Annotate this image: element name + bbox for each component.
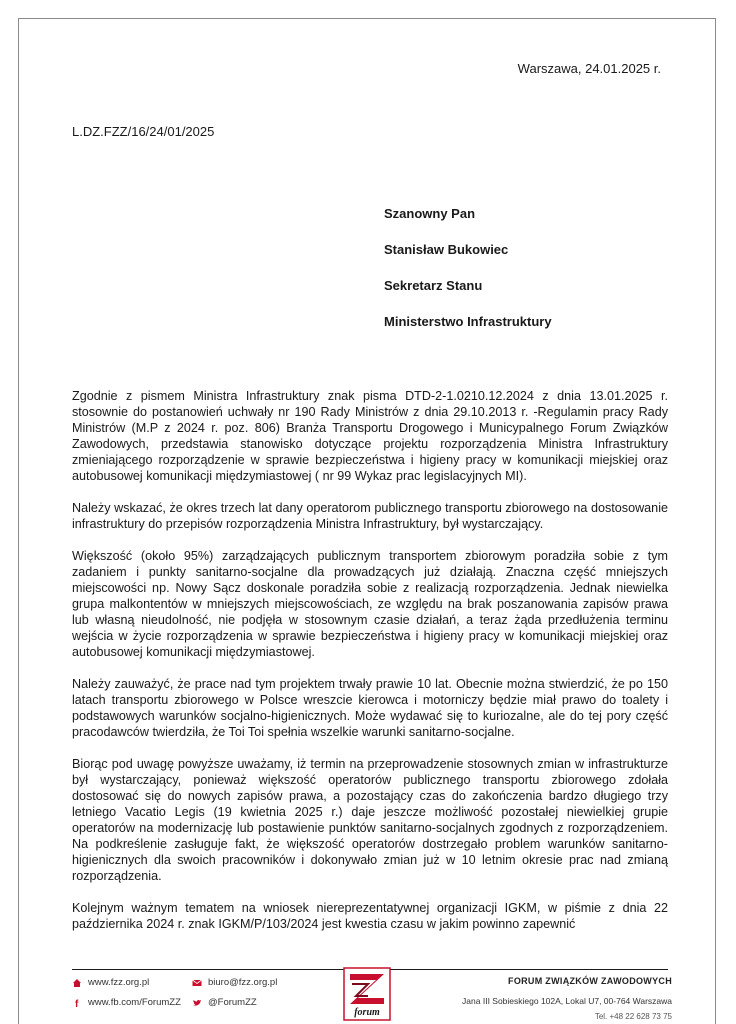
footer-twitter[interactable]	[192, 997, 257, 1008]
addressee-block	[384, 206, 552, 350]
svg-text:f: f	[75, 998, 79, 1008]
mail-icon	[192, 978, 202, 988]
paragraph-2: Należy wskazać, że okres trzech lat dany operatorom publicznego transportu zbiorowego na dostosowanie infrastruktury do przepisów rozporządzenia Ministra Infrastruktury, był wystarczający.	[72, 501, 668, 531]
paragraph-6: Kolejnym ważnym tematem na wniosek niereprezentatywnej organizacji IGKM, w piśmie z dnia 22 października 2024 r. znak IGKM/P/103/2024 jest kwestia czasu w jakim powinno zapewnić	[72, 901, 668, 931]
home-icon	[72, 978, 82, 988]
paragraph-1: Zgodnie z pismem Ministra Infrastruktury znak pisma DTD-2-1.0210.12.2024 z dnia 13.01.2025 r. stosownie do postanowień uchwały nr 190 Rady Ministrów z dnia 29.10.2013 r. -Regulamin pracy Rady Ministrów (M.P z 2024 r. poz. 806) Branża Transportu Drogowego i Municypalnego Forum Związków Zawodowych, przedstawia stanowisko dotyczące projektu rozporządzenia Ministra Infrastruktury zmieniającego rozporządzenie w sprawie bezpieczeństwa i higieny pracy w komunikacji miejskiej oraz autobusowej komunikacji międzymiastowej ( nr 99 Wykaz prac legislacyjnych MI).	[72, 389, 668, 483]
addressee-name: Stanisław Bukowiec	[384, 242, 509, 257]
paragraph-3: Większość (około 95%) zarządzających publicznym transportem zbiorowym poradziła sobie z tym zadaniem i punkty sanitarno-socjalne dla prowadzących już działają. Znaczna część mniejszych miejscowości np. Nowy Sącz doskonale poradziła sobie z realizacją rozporządzenia. Jednak niewielka grupa malkontentów w mniejszych miejscowościach, ze względu na brak poszanowania zapisów prawa lub własną nieudolność, nie podjęła w stosownym czasie działań, a teraz żąda przedłużenia terminu wejścia w życie rozporządzenia w sprawie bezpieczeństwa i higieny pracy w komunikacji miejskiej oraz autobusowej komunikacji międzymiastowej.	[72, 549, 668, 659]
twitter-icon	[192, 998, 202, 1008]
email-link[interactable]: biuro@fzz.org.pl	[208, 977, 278, 988]
org-phone: Tel. +48 22 628 73 75	[594, 1012, 672, 1021]
svg-text:forum: forum	[354, 1007, 380, 1018]
website-link[interactable]: www.fzz.org.pl	[88, 977, 150, 988]
letter-date: Warszawa, 24.01.2025 r.	[517, 61, 661, 76]
paragraph-4: Należy zauważyć, że prace nad tym projektem trwały prawie 10 lat. Obecnie można stwierdzić, że po 150 latach transportu zbiorowego w Polsce wreszcie kierowca i motorniczy będzie miał prawo do toalety i podstawowych warunków socjalno-higienicznych. Może wydawać się to kuriozalne, ale do tej pory część pracodawców twierdziła, że Toi Toi spełnia wszelkie warunki sanitarno-socjalne.	[72, 677, 668, 739]
letter-body	[72, 388, 668, 948]
forum-logo	[338, 964, 396, 1024]
footer-website[interactable]	[72, 977, 149, 988]
facebook-icon	[72, 998, 82, 1008]
paragraph-5: Biorąc pod uwagę powyższe uważamy, iż termin na przeprowadzenie stosownych zmian w infrastrukturze był wystarczający, ponieważ większość operatorów publicznego transportu zbiorowego zdołała dostosować się do nowych zapisów prawa, a pozostający czas do zakończenia bardzo długiego trzy letniego Vacatio Legis (19 kwietnia 2025 r.) daje jeszcze możliwość pozostałej niewielkiej grupie operatorów na modernizację lub postawienie punktów sanitarno-socjalnych zgodnych z rozporządzeniem. Na podkreślenie zasługuje fakt, że większość operatorów dostrzegało problem warunków sanitarno-higienicznych dla swoich pracowników i dokonywało zmian już w 10 letnim okresie prac nad zmianą rozporządzenia.	[72, 757, 668, 883]
addressee-salutation: Szanowny Pan	[384, 206, 476, 221]
org-address: Jana III Sobieskiego 102A, Lokal U7, 00-764 Warszawa	[462, 996, 672, 1006]
footer-facebook[interactable]	[72, 997, 181, 1008]
footer-email[interactable]	[192, 977, 277, 988]
letter-reference: L.DZ.FZZ/16/24/01/2025	[72, 124, 215, 139]
addressee-institution: Ministerstwo Infrastruktury	[384, 314, 552, 329]
addressee-position: Sekretarz Stanu	[384, 278, 483, 293]
org-name: FORUM ZWIĄZKÓW ZAWODOWYCH	[508, 976, 672, 986]
twitter-link[interactable]: @ForumZZ	[208, 997, 257, 1008]
facebook-link[interactable]: www.fb.com/ForumZZ	[88, 997, 181, 1008]
